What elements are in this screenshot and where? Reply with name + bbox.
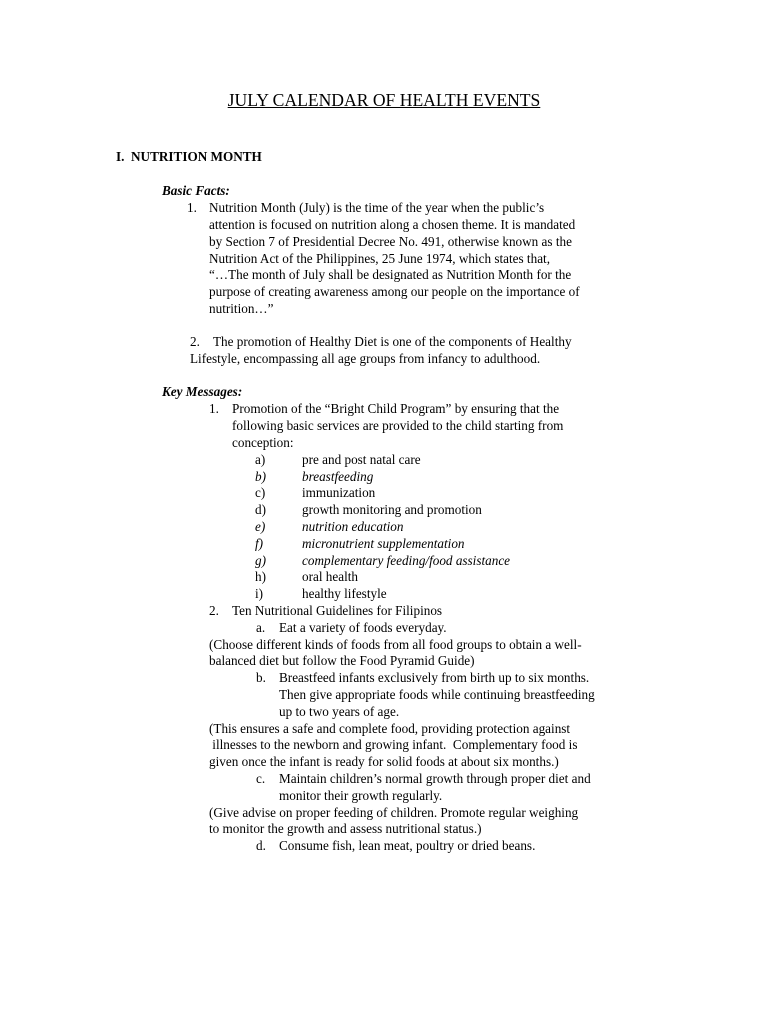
guideline-line: Maintain children’s normal growth through proper diet and — [279, 771, 591, 786]
service-letter: f) — [255, 536, 264, 551]
page-title: JULY CALENDAR OF HEALTH EVENTS — [227, 90, 541, 110]
fact-line: attention is focused on nutrition along a chosen theme. It is mandated — [209, 217, 576, 232]
service-letter: g) — [255, 553, 266, 568]
guideline-line: monitor their growth regularly. — [279, 788, 443, 803]
message-line: Ten Nutritional Guidelines for Filipinos — [232, 603, 443, 618]
section-heading — [116, 149, 262, 166]
service-text: healthy lifestyle — [302, 586, 387, 601]
message-line: Promotion of the “Bright Child Program” by ensuring that the — [232, 401, 560, 416]
guideline-note: given once the infant is ready for solid foods at about six months.) — [209, 754, 559, 769]
guideline-line: Breastfeed infants exclusively from birth up to six months. — [279, 670, 590, 685]
guideline-note: illnesses to the newborn and growing infant. Complementary food is — [209, 737, 578, 752]
service-text: breastfeeding — [302, 469, 374, 484]
service-letter: b) — [255, 469, 266, 484]
guideline-note: (Give advise on proper feeding of children. Promote regular weighing — [209, 805, 579, 820]
guideline-letter: c. — [256, 771, 266, 786]
service-text: oral health — [302, 569, 359, 584]
guideline-note: balanced diet but follow the Food Pyramid Guide) — [209, 653, 475, 668]
service-text: pre and post natal care — [302, 452, 421, 467]
guideline-note: (Choose different kinds of foods from all food groups to obtain a well- — [209, 637, 582, 652]
guideline-letter: d. — [256, 838, 266, 853]
fact-line: The promotion of Healthy Diet is one of the components of Healthy — [213, 334, 572, 349]
fact-line: purpose of creating awareness among our people on the importance of — [209, 284, 580, 299]
service-letter: c) — [255, 485, 266, 500]
basic-facts-heading: Basic Facts: — [162, 183, 230, 198]
fact-line: nutrition…” — [209, 301, 274, 316]
message-number: 1. — [209, 401, 219, 416]
guideline-line: Eat a variety of foods everyday. — [279, 620, 447, 635]
fact-number: 2. — [190, 334, 200, 349]
guideline-letter: a. — [256, 620, 266, 635]
service-letter: h) — [255, 569, 266, 584]
service-text: immunization — [302, 485, 376, 500]
guideline-note: (This ensures a safe and complete food, providing protection against — [209, 721, 571, 736]
service-letter: e) — [255, 519, 266, 534]
fact-line: by Section 7 of Presidential Decree No. 491, otherwise known as the — [209, 234, 572, 249]
service-letter: d) — [255, 502, 266, 517]
fact-line: Nutrition Month (July) is the time of the year when the public’s — [209, 200, 545, 215]
guideline-line: Then give appropriate foods while continuing breastfeeding — [279, 687, 595, 702]
service-letter: a) — [255, 452, 266, 467]
guideline-note: to monitor the growth and assess nutritional status.) — [209, 821, 482, 836]
fact-line: “…The month of July shall be designated as Nutrition Month for the — [209, 267, 572, 282]
message-number: 2. — [209, 603, 219, 618]
service-text: complementary feeding/food assistance — [302, 553, 511, 568]
section-title: NUTRITION MONTH — [131, 149, 262, 164]
key-messages-heading: Key Messages: — [162, 384, 243, 399]
fact-line: Nutrition Act of the Philippines, 25 June 1974, which states that, — [209, 251, 551, 266]
fact-line: Lifestyle, encompassing all age groups from infancy to adulthood. — [190, 351, 541, 366]
guideline-line: up to two years of age. — [279, 704, 400, 719]
fact-number: 1. — [187, 200, 197, 215]
message-line: following basic services are provided to the child starting from — [232, 418, 564, 433]
section-number: I. — [116, 149, 125, 164]
service-text: nutrition education — [302, 519, 404, 534]
message-line: conception: — [232, 435, 294, 450]
guideline-line: Consume fish, lean meat, poultry or dried beans. — [279, 838, 536, 853]
service-letter: i) — [255, 586, 264, 601]
guideline-letter: b. — [256, 670, 266, 685]
service-text: growth monitoring and promotion — [302, 502, 482, 517]
service-text: micronutrient supplementation — [302, 536, 465, 551]
